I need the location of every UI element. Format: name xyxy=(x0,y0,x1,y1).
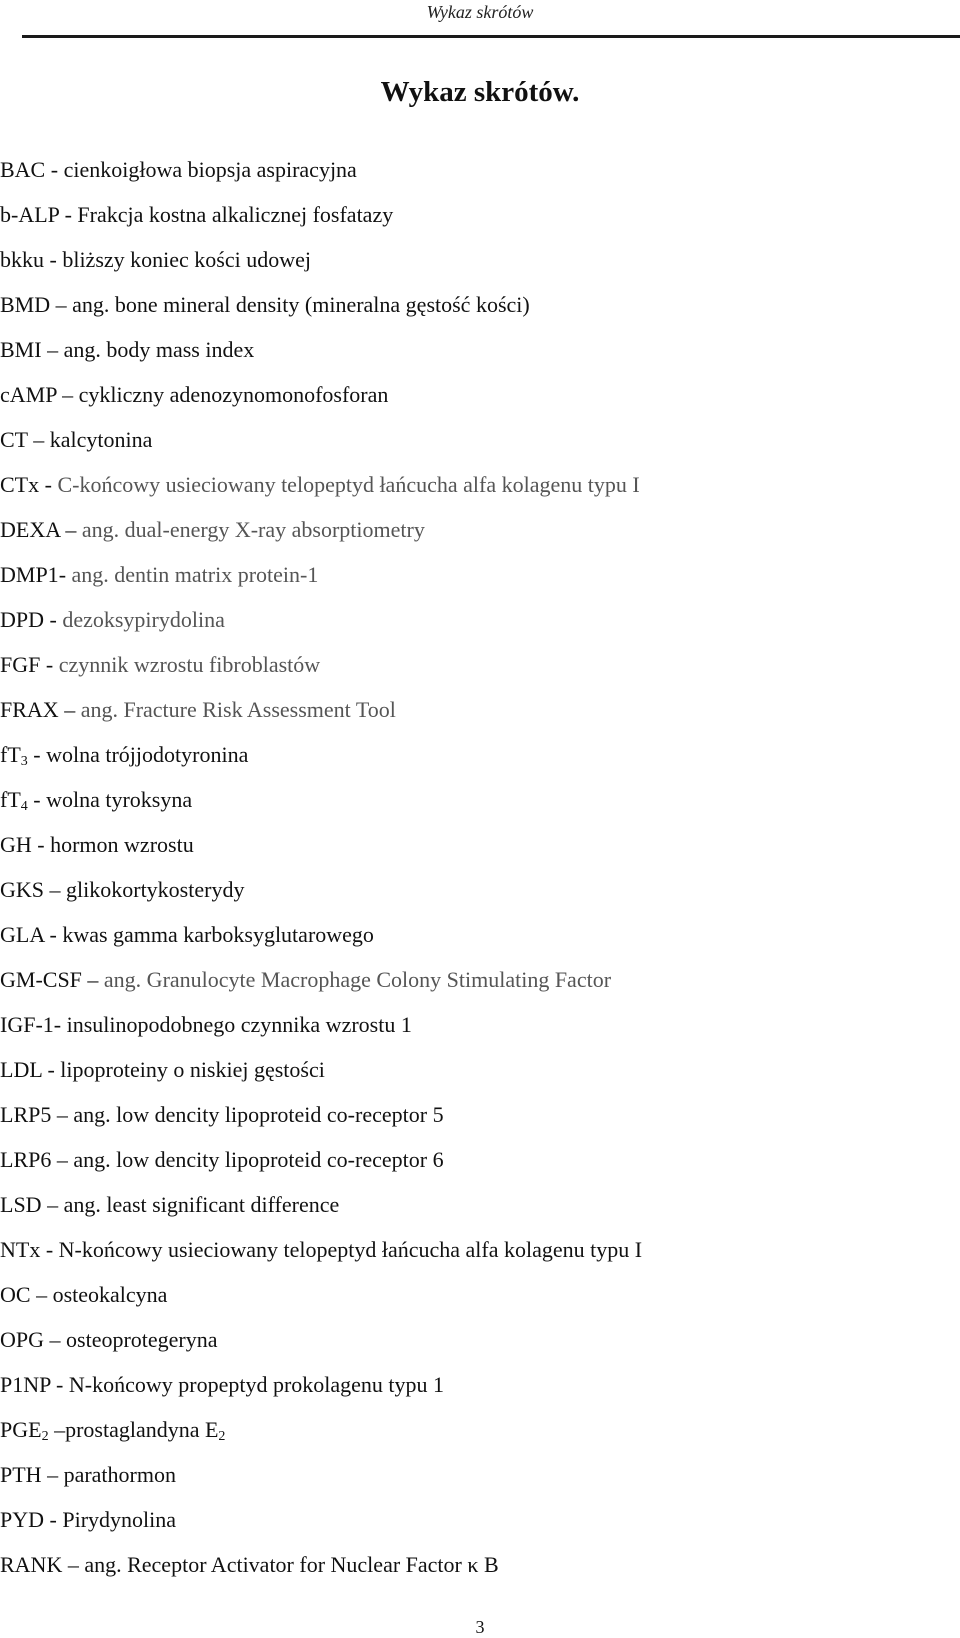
abbreviation-definition: lipoproteiny o niskiej gęstości xyxy=(60,1057,325,1082)
abbreviation-entry xyxy=(0,1145,940,1190)
abbreviation-term: DMP1 xyxy=(0,562,59,587)
abbreviation-entry xyxy=(0,245,940,290)
abbreviation-term: P1NP xyxy=(0,1372,51,1397)
abbreviation-entry xyxy=(0,605,940,650)
abbreviation-term: b-ALP xyxy=(0,202,60,227)
running-header: Wykaz skrótów xyxy=(426,2,534,22)
abbreviation-term: CTx xyxy=(0,472,40,497)
page-number: 3 xyxy=(475,1617,485,1637)
abbreviation-entry xyxy=(0,785,940,830)
abbreviation-subscript: 2 xyxy=(41,1429,49,1444)
abbreviation-definition: czynnik wzrostu fibroblastów xyxy=(58,652,321,677)
abbreviation-entry xyxy=(0,830,940,875)
abbreviation-definition: ang. Receptor Activator for Nuclear Factor κ B xyxy=(84,1552,499,1577)
abbreviation-term: RANK xyxy=(0,1552,63,1577)
abbreviation-entry xyxy=(0,1235,940,1280)
entry-separator: - xyxy=(44,922,63,947)
entry-separator: – xyxy=(41,1462,64,1487)
abbreviation-entry xyxy=(0,740,940,785)
abbreviation-subscript: 3 xyxy=(20,754,28,769)
abbreviation-term: OPG xyxy=(0,1327,45,1352)
abbreviation-term: GLA xyxy=(0,922,44,947)
abbreviation-definition: dezoksypirydolina xyxy=(62,607,225,632)
abbreviation-entry xyxy=(0,560,940,605)
abbreviation-definition: glikokortykosterydy xyxy=(66,877,245,902)
abbreviation-entry xyxy=(0,200,940,245)
abbreviation-definition: ang. dentin matrix protein-1 xyxy=(71,562,319,587)
abbreviation-term: FRAX xyxy=(0,697,59,722)
entry-separator: - xyxy=(27,742,47,767)
entry-separator: – xyxy=(44,1327,67,1352)
abbreviation-term: LSD xyxy=(0,1192,42,1217)
abbreviation-entry xyxy=(0,1415,940,1460)
abbreviation-term: PYD xyxy=(0,1507,45,1532)
entry-separator: – xyxy=(59,517,82,542)
abbreviation-term: CT xyxy=(0,427,28,452)
abbreviation-definition: ang. low dencity lipoproteid co-receptor 5 xyxy=(73,1102,444,1127)
abbreviation-definition: ang. bone mineral density (mineralna gęstość kości) xyxy=(72,292,530,317)
abbreviation-entry xyxy=(0,335,940,380)
abbreviation-entry xyxy=(0,380,940,425)
abbreviation-definition: cykliczny adenozynomonofosforan xyxy=(78,382,389,407)
abbreviation-entry xyxy=(0,695,940,740)
abbreviation-entry xyxy=(0,1505,940,1550)
entry-separator: – xyxy=(81,967,104,992)
entry-separator: - xyxy=(50,1372,69,1397)
abbreviation-definition: insulinopodobnego czynnika wzrostu 1 xyxy=(66,1012,412,1037)
entry-separator: – xyxy=(51,1102,74,1127)
abbreviation-definition: osteoprotegeryna xyxy=(66,1327,218,1352)
entry-separator: - xyxy=(41,1057,61,1082)
entry-separator: – xyxy=(30,1282,53,1307)
abbreviation-term: BMD xyxy=(0,292,51,317)
entry-separator: – xyxy=(56,382,79,407)
entry-separator: – xyxy=(44,877,67,902)
abbreviation-term: LRP5 xyxy=(0,1102,52,1127)
abbreviation-definition: wolna tyroksyna xyxy=(46,787,193,812)
abbreviation-subscript: 4 xyxy=(20,799,28,814)
entry-separator: - xyxy=(58,562,72,587)
abbreviation-definition: wolna trójjodotyronina xyxy=(46,742,249,767)
abbreviation-entry xyxy=(0,1460,940,1505)
entry-separator: - xyxy=(44,247,63,272)
abbreviation-definition: parathormon xyxy=(63,1462,176,1487)
entry-separator: - xyxy=(39,472,58,497)
entry-separator: – xyxy=(50,292,73,317)
abbreviation-term: PTH xyxy=(0,1462,42,1487)
abbreviation-definition: bliższy koniec kości udowej xyxy=(62,247,311,272)
entry-separator: - xyxy=(44,1507,63,1532)
abbreviation-definition: ang. Granulocyte Macrophage Colony Stimulating Factor xyxy=(103,967,612,992)
entry-separator: - xyxy=(45,157,64,182)
abbreviation-definition: C-końcowy usieciowany telopeptyd łańcucha alfa kolagenu typu I xyxy=(57,472,640,497)
abbreviation-definition: Pirydynolina xyxy=(62,1507,177,1532)
abbreviation-term: PGE xyxy=(0,1417,42,1442)
abbreviation-term: DEXA xyxy=(0,517,60,542)
abbreviation-term: bkku xyxy=(0,247,44,272)
abbreviation-term: LDL xyxy=(0,1057,42,1082)
abbreviation-entry xyxy=(0,1010,940,1055)
abbreviation-list xyxy=(0,155,940,1595)
abbreviation-entry xyxy=(0,1370,940,1415)
entry-separator: – xyxy=(27,427,50,452)
abbreviation-term: fT xyxy=(0,787,21,812)
abbreviation-entry xyxy=(0,965,940,1010)
entry-separator: - xyxy=(44,607,63,632)
abbreviation-term: IGF-1 xyxy=(0,1012,54,1037)
abbreviation-entry xyxy=(0,470,940,515)
entry-separator: – xyxy=(62,1552,85,1577)
abbreviation-term: DPD xyxy=(0,607,45,632)
entry-separator: - xyxy=(40,1237,59,1262)
abbreviation-term: OC xyxy=(0,1282,31,1307)
abbreviation-entry xyxy=(0,515,940,560)
entry-separator: – xyxy=(48,1417,66,1442)
entry-separator: - xyxy=(40,652,59,677)
abbreviation-entry xyxy=(0,1550,940,1595)
abbreviation-entry xyxy=(0,425,940,470)
abbreviation-entry xyxy=(0,1100,940,1145)
abbreviation-definition: ang. dual-energy X-ray absorptiometry xyxy=(81,517,425,542)
entry-separator: - xyxy=(53,1012,67,1037)
abbreviation-definition: ang. low dencity lipoproteid co-receptor 6 xyxy=(73,1147,444,1172)
abbreviation-term: cAMP xyxy=(0,382,57,407)
abbreviation-definition: kalcytonina xyxy=(49,427,153,452)
definition-subscript: 2 xyxy=(218,1429,226,1444)
entry-separator: - xyxy=(27,787,47,812)
abbreviation-definition: Frakcja kostna alkalicznej fosfatazy xyxy=(77,202,394,227)
entry-separator: – xyxy=(41,1192,64,1217)
abbreviation-definition: N-końcowy usieciowany telopeptyd łańcucha alfa kolagenu typu I xyxy=(58,1237,643,1262)
abbreviation-entry xyxy=(0,650,940,695)
entry-separator: – xyxy=(51,1147,74,1172)
abbreviation-definition: cienkoigłowa biopsja aspiracyjna xyxy=(63,157,357,182)
abbreviation-definition: N-końcowy propeptyd prokolagenu typu 1 xyxy=(68,1372,445,1397)
entry-separator: - xyxy=(59,202,78,227)
abbreviation-term: GKS xyxy=(0,877,45,902)
abbreviation-entry xyxy=(0,1190,940,1235)
abbreviation-entry xyxy=(0,1325,940,1370)
abbreviation-term: FGF xyxy=(0,652,41,677)
abbreviation-definition: ang. least significant difference xyxy=(63,1192,340,1217)
page-title: Wykaz skrótów. xyxy=(380,76,580,108)
abbreviation-definition: kwas gamma karboksyglutarowego xyxy=(62,922,374,947)
abbreviation-definition: ang. Fracture Risk Assessment Tool xyxy=(80,697,396,722)
entry-separator: – xyxy=(58,697,81,722)
abbreviation-entry xyxy=(0,920,940,965)
abbreviation-term: NTx xyxy=(0,1237,41,1262)
header-rule xyxy=(22,35,960,38)
abbreviation-term: BAC xyxy=(0,157,46,182)
abbreviation-term: BMI xyxy=(0,337,42,362)
abbreviation-definition: prostaglandyna E xyxy=(65,1417,219,1442)
entry-separator: - xyxy=(31,832,51,857)
abbreviation-entry xyxy=(0,1055,940,1100)
abbreviation-definition: hormon wzrostu xyxy=(50,832,194,857)
abbreviation-term: fT xyxy=(0,742,21,767)
abbreviation-entry xyxy=(0,875,940,920)
abbreviation-entry xyxy=(0,290,940,335)
abbreviation-entry xyxy=(0,1280,940,1325)
abbreviation-term: GM-CSF xyxy=(0,967,82,992)
abbreviation-term: LRP6 xyxy=(0,1147,52,1172)
entry-separator: – xyxy=(41,337,64,362)
abbreviation-term: GH xyxy=(0,832,32,857)
abbreviation-definition: osteokalcyna xyxy=(52,1282,168,1307)
abbreviation-entry xyxy=(0,155,940,200)
abbreviation-definition: ang. body mass index xyxy=(63,337,255,362)
